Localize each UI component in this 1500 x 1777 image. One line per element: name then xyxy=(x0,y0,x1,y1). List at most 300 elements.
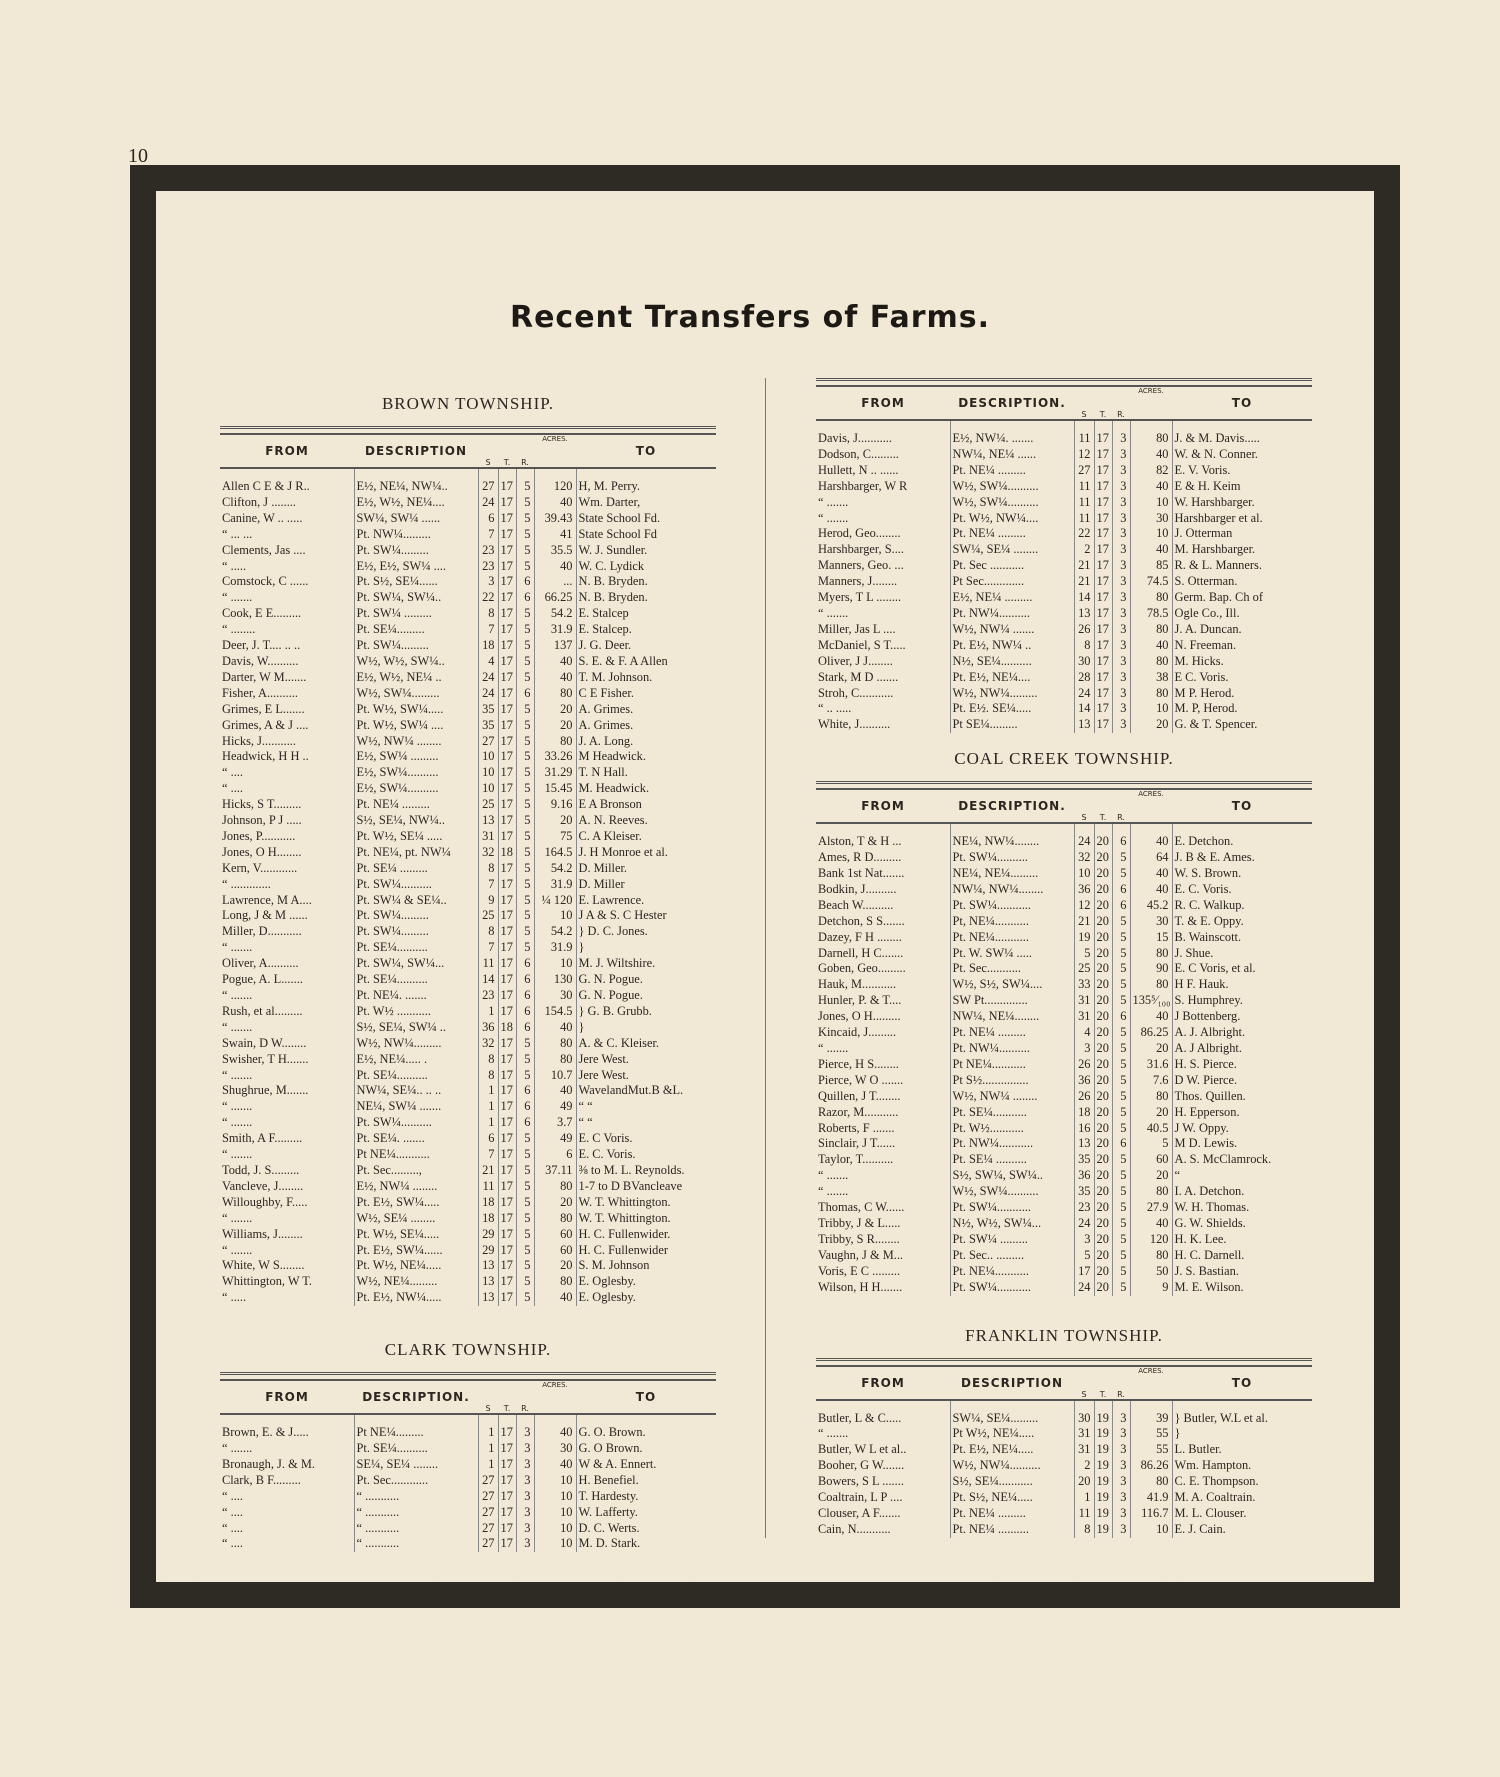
range-cell: 3 xyxy=(1112,590,1130,606)
from-cell: Hunler, P. & T.... xyxy=(818,993,902,1008)
description-cell: E½, NE¼, NW¼.. xyxy=(354,468,478,495)
table-row xyxy=(220,765,716,781)
to-cell: “ “ xyxy=(576,1099,716,1115)
description-cell: W½, S½, SW¼.... xyxy=(950,977,1074,993)
from-cell: “ ....... xyxy=(818,1168,849,1183)
range-cell: 3 xyxy=(516,1489,534,1505)
township-cell: 17 xyxy=(1094,495,1112,511)
table-row xyxy=(220,670,716,686)
description-cell: Pt S½............... xyxy=(950,1073,1074,1089)
range-cell: 3 xyxy=(1112,420,1130,447)
acres-cell: 135⁵⁄₁₀₀ xyxy=(1130,993,1172,1009)
township-cell: 19 xyxy=(1094,1522,1112,1538)
to-cell: M. P, Herod. xyxy=(1172,701,1312,717)
from-cell: Sinclair, J T...... xyxy=(818,1136,896,1151)
township-cell: 17 xyxy=(498,877,516,893)
section-cell: 18 xyxy=(478,1195,498,1211)
township-cell: 17 xyxy=(1094,479,1112,495)
section-cell: 24 xyxy=(478,686,498,702)
table-row xyxy=(816,1105,1312,1121)
range-cell: 3 xyxy=(1112,1474,1130,1490)
range-cell: 5 xyxy=(1112,1121,1130,1137)
section-cell: 10 xyxy=(478,749,498,765)
table-row xyxy=(220,468,716,495)
from-cell: Rush, et al......... xyxy=(222,1003,303,1018)
section-cell: 6 xyxy=(478,1131,498,1147)
to-cell: Thos. Quillen. xyxy=(1172,1089,1312,1105)
table-row xyxy=(816,1490,1312,1506)
range-cell: 5 xyxy=(516,940,534,956)
acres-cell: 40 xyxy=(1130,1216,1172,1232)
to-cell: J W. Oppy. xyxy=(1172,1121,1312,1137)
header-township: T. xyxy=(1094,1366,1112,1400)
from-cell: Grimes, E L....... xyxy=(222,701,305,716)
range-cell: 6 xyxy=(516,972,534,988)
section-coal-creek xyxy=(816,749,1312,1295)
header-description: DESCRIPTION xyxy=(354,434,478,468)
from-cell: Clifton, J ........ xyxy=(222,494,297,509)
acres-cell: 80 xyxy=(1130,420,1172,447)
from-cell: Stark, M D ....... xyxy=(818,669,899,684)
table-row xyxy=(220,543,716,559)
description-cell: Pt. NE¼ .......... xyxy=(950,1522,1074,1538)
range-cell: 5 xyxy=(1112,1184,1130,1200)
table-row xyxy=(220,972,716,988)
table-row xyxy=(816,1248,1312,1264)
township-cell: 20 xyxy=(1094,1136,1112,1152)
to-cell: R. C. Walkup. xyxy=(1172,898,1312,914)
from-cell: “ ....... xyxy=(818,494,849,509)
township-cell: 17 xyxy=(498,797,516,813)
range-cell: 5 xyxy=(516,1052,534,1068)
from-cell: Willoughby, F..... xyxy=(222,1194,308,1209)
description-cell: W½, SW¼......... xyxy=(354,686,478,702)
table-row xyxy=(220,1131,716,1147)
range-cell: 5 xyxy=(516,1243,534,1259)
acres-cell: 31.9 xyxy=(534,877,576,893)
table-row xyxy=(220,1020,716,1036)
to-cell: E. C. Voris. xyxy=(576,1147,716,1163)
description-cell: W½, NW¼......... xyxy=(354,1036,478,1052)
description-cell: NE¼, NE¼......... xyxy=(950,866,1074,882)
table-row xyxy=(220,877,716,893)
range-cell: 5 xyxy=(516,845,534,861)
from-cell: Williams, J........ xyxy=(222,1226,303,1241)
acres-cell: 64 xyxy=(1130,850,1172,866)
to-cell: D. Miller. xyxy=(576,861,716,877)
table-row xyxy=(220,495,716,511)
range-cell: 5 xyxy=(1112,1105,1130,1121)
from-cell: Harshbarger, S.... xyxy=(818,542,904,557)
table-row xyxy=(816,1073,1312,1089)
township-cell: 17 xyxy=(1094,622,1112,638)
township-cell: 17 xyxy=(1094,638,1112,654)
to-cell: B. Wainscott. xyxy=(1172,930,1312,946)
to-cell: } D. C. Jones. xyxy=(576,924,716,940)
acres-cell: 120 xyxy=(1130,1232,1172,1248)
table-row xyxy=(220,1227,716,1243)
acres-cell: 40 xyxy=(1130,1009,1172,1025)
header-section: S xyxy=(478,434,498,468)
to-cell: E. C. Voris. xyxy=(1172,882,1312,898)
section-cell: 33 xyxy=(1074,977,1094,993)
to-cell: S. Otterman. xyxy=(1172,574,1312,590)
description-cell: Pt. SW¼, SW¼.. xyxy=(354,590,478,606)
township-cell: 17 xyxy=(498,1115,516,1131)
to-cell: “ xyxy=(1172,1168,1312,1184)
section-cell: 35 xyxy=(1074,1152,1094,1168)
from-cell: Kincaid, J......... xyxy=(818,1025,897,1040)
to-cell: Jere West. xyxy=(576,1052,716,1068)
page-number: 10 xyxy=(128,145,148,167)
header-range: R. xyxy=(1112,789,1130,823)
section-cell: 18 xyxy=(478,638,498,654)
section-cell: 27 xyxy=(1074,463,1094,479)
township-cell: 17 xyxy=(498,559,516,575)
from-cell: Hicks, J........... xyxy=(222,733,296,748)
to-cell: } xyxy=(1172,1426,1312,1442)
table-row xyxy=(816,606,1312,622)
from-cell: Todd, J. S......... xyxy=(222,1162,300,1177)
table-row xyxy=(220,1036,716,1052)
township-cell: 17 xyxy=(498,1052,516,1068)
acres-cell: 40 xyxy=(1130,638,1172,654)
table-row xyxy=(816,686,1312,702)
from-cell: “ ....... xyxy=(222,1019,253,1034)
to-cell: S. E. & F. A Allen xyxy=(576,654,716,670)
description-cell: SW¼, SW¼ ...... xyxy=(354,511,478,527)
township-cell: 17 xyxy=(498,670,516,686)
description-cell: Pt. NW¼.......... xyxy=(950,606,1074,622)
table-row xyxy=(220,1243,716,1259)
section-cell: 25 xyxy=(1074,961,1094,977)
description-cell: Pt. SE¼.......... xyxy=(354,1068,478,1084)
range-cell: 5 xyxy=(1112,961,1130,977)
acres-cell: 66.25 xyxy=(534,590,576,606)
acres-cell: 54.2 xyxy=(534,606,576,622)
township-cell: 17 xyxy=(498,924,516,940)
acres-cell: 90 xyxy=(1130,961,1172,977)
range-cell: 5 xyxy=(1112,1057,1130,1073)
to-cell: G. N. Pogue. xyxy=(576,972,716,988)
acres-cell: 10 xyxy=(534,1489,576,1505)
township-cell: 17 xyxy=(498,606,516,622)
acres-cell: 37.11 xyxy=(534,1163,576,1179)
township-cell: 17 xyxy=(498,1083,516,1099)
to-cell: J. A. Long. xyxy=(576,734,716,750)
township-cell: 17 xyxy=(498,734,516,750)
township-cell: 19 xyxy=(1094,1400,1112,1427)
table-row xyxy=(220,511,716,527)
section-cell: 18 xyxy=(478,1211,498,1227)
header-to: TO xyxy=(1172,386,1312,420)
to-cell: C. A Kleiser. xyxy=(576,829,716,845)
section-cell: 8 xyxy=(478,1068,498,1084)
description-cell: Pt. Sec............ xyxy=(354,1473,478,1489)
header-acres: ACRES. xyxy=(1130,789,1172,823)
table-row xyxy=(220,638,716,654)
description-cell: “ ........... xyxy=(354,1536,478,1552)
acres-cell: 40 xyxy=(534,654,576,670)
section-cell: 27 xyxy=(478,1505,498,1521)
range-cell: 5 xyxy=(516,718,534,734)
description-cell: Pt. SW¼......... xyxy=(354,638,478,654)
table-row xyxy=(220,781,716,797)
section-cell: 36 xyxy=(1074,1073,1094,1089)
range-cell: 5 xyxy=(516,924,534,940)
table-row xyxy=(816,1025,1312,1041)
section-cell: 13 xyxy=(478,1258,498,1274)
header-range: R. xyxy=(1112,1366,1130,1400)
acres-cell: 41 xyxy=(534,527,576,543)
range-cell: 3 xyxy=(1112,686,1130,702)
description-cell: Pt. SE¼.......... xyxy=(354,940,478,956)
section-cell: 18 xyxy=(1074,1105,1094,1121)
township-cell: 17 xyxy=(498,908,516,924)
township-cell: 17 xyxy=(498,1536,516,1552)
description-cell: Pt. SW¼, SW¼... xyxy=(354,956,478,972)
acres-cell: 15 xyxy=(1130,930,1172,946)
description-cell: Pt. W½, SE¼ ..... xyxy=(354,829,478,845)
to-cell: E. Lawrence. xyxy=(576,893,716,909)
acres-cell: 80 xyxy=(1130,1248,1172,1264)
section-cell: 26 xyxy=(1074,1089,1094,1105)
township-cell: 17 xyxy=(498,1473,516,1489)
section-cell: 11 xyxy=(478,1179,498,1195)
description-cell: Pt, NE¼........... xyxy=(950,914,1074,930)
range-cell: 5 xyxy=(516,829,534,845)
acres-cell: ... xyxy=(534,574,576,590)
table-row xyxy=(220,893,716,909)
from-cell: “ ....... xyxy=(818,1041,849,1055)
acres-cell: 75 xyxy=(534,829,576,845)
acres-cell: 30 xyxy=(534,1441,576,1457)
township-cell: 17 xyxy=(498,956,516,972)
acres-cell: 54.2 xyxy=(534,924,576,940)
to-cell: } Butler, W.L et al. xyxy=(1172,1400,1312,1427)
section-cell: 29 xyxy=(478,1243,498,1259)
section-cell: 24 xyxy=(1074,1216,1094,1232)
acres-cell: 137 xyxy=(534,638,576,654)
acres-cell: 80 xyxy=(534,1211,576,1227)
section-cell: 13 xyxy=(1074,1136,1094,1152)
range-cell: 5 xyxy=(516,702,534,718)
range-cell: 5 xyxy=(516,893,534,909)
section-cell: 1 xyxy=(478,1099,498,1115)
description-cell: “ ........... xyxy=(354,1489,478,1505)
from-cell: Stroh, C........... xyxy=(818,685,894,700)
range-cell: 3 xyxy=(1112,1400,1130,1427)
to-cell: A. Grimes. xyxy=(576,718,716,734)
to-cell: T. & E. Oppy. xyxy=(1172,914,1312,930)
from-cell: Brown, E. & J..... xyxy=(222,1425,309,1440)
table-row xyxy=(816,961,1312,977)
section-cell: 25 xyxy=(478,908,498,924)
range-cell: 5 xyxy=(516,797,534,813)
range-cell: 5 xyxy=(516,1147,534,1163)
to-cell: Ogle Co., Ill. xyxy=(1172,606,1312,622)
to-cell: N. B. Bryden. xyxy=(576,590,716,606)
from-cell: “ ....... xyxy=(222,1210,253,1225)
from-cell: “ ....... xyxy=(222,988,253,1002)
description-cell: W½, W½, SW¼.. xyxy=(354,654,478,670)
table-row xyxy=(816,1152,1312,1168)
from-cell: Pierce, H S........ xyxy=(818,1056,899,1071)
from-cell: Canine, W .. ..... xyxy=(222,510,303,525)
acres-cell: 80 xyxy=(534,686,576,702)
township-cell: 20 xyxy=(1094,1232,1112,1248)
to-cell: M D. Lewis. xyxy=(1172,1136,1312,1152)
section-cell: 13 xyxy=(1074,606,1094,622)
description-cell: SW Pt.............. xyxy=(950,993,1074,1009)
from-cell: Miller, Jas L .... xyxy=(818,621,896,636)
from-cell: Razor, M........... xyxy=(818,1104,899,1119)
range-cell: 5 xyxy=(1112,1216,1130,1232)
range-cell: 6 xyxy=(1112,882,1130,898)
table-row xyxy=(816,914,1312,930)
township-cell: 20 xyxy=(1094,823,1112,850)
description-cell: Pt. W½, SE¼..... xyxy=(354,1227,478,1243)
acres-cell: 40 xyxy=(1130,447,1172,463)
from-cell: Shughrue, M....... xyxy=(222,1083,309,1098)
to-cell: M. Hicks. xyxy=(1172,654,1312,670)
range-cell: 5 xyxy=(1112,1232,1130,1248)
table-row xyxy=(816,993,1312,1009)
table-row xyxy=(220,1179,716,1195)
table-row xyxy=(816,654,1312,670)
to-cell: H. S. Pierce. xyxy=(1172,1057,1312,1073)
acres-cell: 10 xyxy=(534,908,576,924)
description-cell: E½, NE¼..... . xyxy=(354,1052,478,1068)
range-cell: 3 xyxy=(1112,701,1130,717)
acres-cell: 40 xyxy=(534,1457,576,1473)
range-cell: 6 xyxy=(516,686,534,702)
description-cell: “ ........... xyxy=(354,1505,478,1521)
table-row xyxy=(220,940,716,956)
table-row xyxy=(220,559,716,575)
from-cell: Comstock, C ...... xyxy=(222,574,309,589)
header-township: T. xyxy=(498,1380,516,1414)
township-cell: 17 xyxy=(498,1414,516,1441)
range-cell: 3 xyxy=(516,1473,534,1489)
acres-cell: 80 xyxy=(534,1274,576,1290)
section-cell: 9 xyxy=(478,893,498,909)
range-cell: 5 xyxy=(516,908,534,924)
township-cell: 17 xyxy=(498,1195,516,1211)
range-cell: 5 xyxy=(516,670,534,686)
table-row xyxy=(816,479,1312,495)
to-cell: G. & T. Spencer. xyxy=(1172,717,1312,733)
to-cell: A. & C. Kleiser. xyxy=(576,1036,716,1052)
township-cell: 17 xyxy=(1094,558,1112,574)
description-cell: Pt. NE¼........... xyxy=(950,930,1074,946)
double-rule xyxy=(816,1358,1312,1361)
to-cell: E. Oglesby. xyxy=(576,1274,716,1290)
description-cell: Pt. Sec ........... xyxy=(950,558,1074,574)
acres-cell: 30 xyxy=(534,988,576,1004)
to-cell: T. M. Johnson. xyxy=(576,670,716,686)
table-row xyxy=(816,850,1312,866)
from-cell: Booher, G W....... xyxy=(818,1458,905,1473)
table-row xyxy=(220,622,716,638)
from-cell: Headwick, H H .. xyxy=(222,749,309,764)
range-cell: 5 xyxy=(516,1163,534,1179)
description-cell: W½, NW¼......... xyxy=(950,686,1074,702)
township-cell: 18 xyxy=(498,845,516,861)
to-cell: A. J Albright. xyxy=(1172,1041,1312,1057)
from-cell: Davis, J........... xyxy=(818,431,892,445)
acres-cell: 49 xyxy=(534,1131,576,1147)
acres-cell: 15.45 xyxy=(534,781,576,797)
from-cell: “ ............. xyxy=(222,876,271,891)
to-cell: J. G. Deer. xyxy=(576,638,716,654)
to-cell: J. Shue. xyxy=(1172,946,1312,962)
to-cell: J. Otterman xyxy=(1172,526,1312,542)
to-cell: “ “ xyxy=(576,1115,716,1131)
from-cell: “ .... xyxy=(222,765,243,780)
acres-cell: 31.6 xyxy=(1130,1057,1172,1073)
table-row xyxy=(816,526,1312,542)
section-cell: 23 xyxy=(478,988,498,1004)
to-cell: E. J. Cain. xyxy=(1172,1522,1312,1538)
section-cell: 24 xyxy=(478,495,498,511)
acres-cell: 41.9 xyxy=(1130,1490,1172,1506)
from-cell: Goben, Geo......... xyxy=(818,961,906,976)
header-township: T. xyxy=(1094,789,1112,823)
township-cell: 17 xyxy=(498,972,516,988)
range-cell: 5 xyxy=(516,765,534,781)
from-cell: Clark, B F......... xyxy=(222,1472,301,1487)
table-row xyxy=(220,1457,716,1473)
range-cell: 5 xyxy=(516,1131,534,1147)
table-row xyxy=(816,1121,1312,1137)
description-cell: Pt. S½, SE¼...... xyxy=(354,574,478,590)
table-row xyxy=(220,1068,716,1084)
township-cell: 17 xyxy=(498,718,516,734)
section-cell: 2 xyxy=(1074,542,1094,558)
section-cell: 23 xyxy=(478,543,498,559)
acres-cell: 10 xyxy=(1130,526,1172,542)
description-cell: Pt NE¼........... xyxy=(354,1147,478,1163)
township-cell: 17 xyxy=(498,1258,516,1274)
township-cell: 17 xyxy=(498,1131,516,1147)
acres-cell: 80 xyxy=(1130,622,1172,638)
to-cell: 1-7 to D BVancleave xyxy=(576,1179,716,1195)
acres-cell: 6 xyxy=(534,1147,576,1163)
acres-cell: 40 xyxy=(534,1414,576,1441)
description-cell: W½, NW¼.......... xyxy=(950,1458,1074,1474)
acres-cell: 130 xyxy=(534,972,576,988)
range-cell: 5 xyxy=(516,638,534,654)
section-title: FRANKLIN TOWNSHIP. xyxy=(965,1325,1163,1345)
township-cell: 20 xyxy=(1094,1184,1112,1200)
from-cell: “ .... xyxy=(222,781,243,796)
range-cell: 5 xyxy=(1112,1264,1130,1280)
township-cell: 17 xyxy=(1094,511,1112,527)
to-cell: J. H Monroe et al. xyxy=(576,845,716,861)
range-cell: 3 xyxy=(516,1536,534,1552)
to-cell: H F. Hauk. xyxy=(1172,977,1312,993)
section-cell: 19 xyxy=(1074,930,1094,946)
range-cell: 5 xyxy=(516,654,534,670)
header-section: S xyxy=(478,1380,498,1414)
from-cell: Davis, W.......... xyxy=(222,653,299,668)
header-from: FROM xyxy=(816,386,950,420)
header-range: R. xyxy=(1112,386,1130,420)
section-cell: 7 xyxy=(478,527,498,543)
from-cell: Smith, A F......... xyxy=(222,1131,303,1146)
range-cell: 5 xyxy=(516,1179,534,1195)
